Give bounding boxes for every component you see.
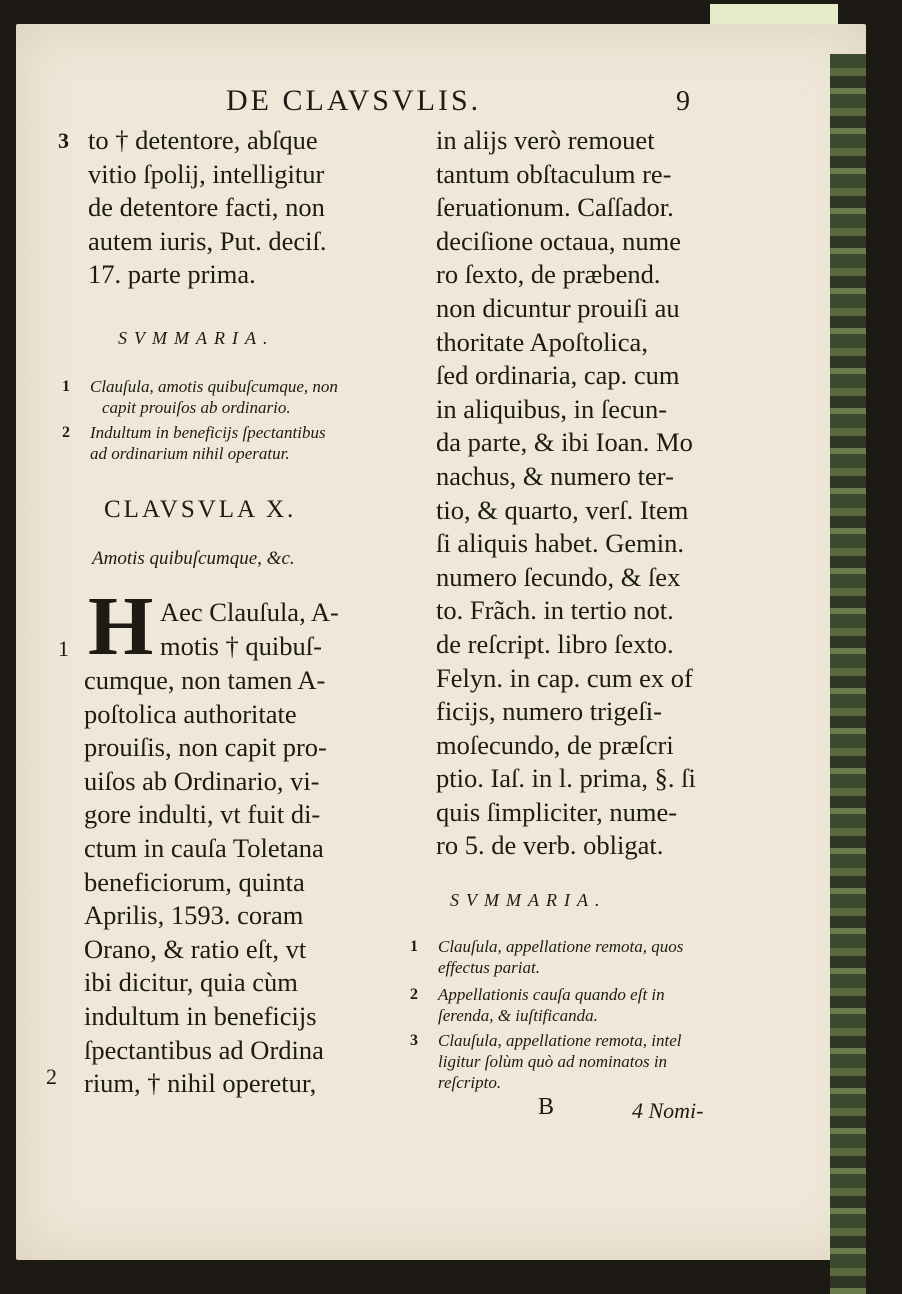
text-line: Felyn. in cap. cum ex of <box>436 662 693 693</box>
margin-number: 1 <box>58 636 69 661</box>
text-line: ctum in cauſa Toletana <box>84 832 324 863</box>
text-line: in alijs verò remouet <box>436 125 655 155</box>
drop-capital: H <box>88 580 154 673</box>
summaria-line: capit prouiſos ab ordinario. <box>102 398 291 417</box>
text-line: ro 5. de verb. obligat. <box>436 830 664 861</box>
text-line: nachus, & numero ter- <box>436 460 674 491</box>
margin-number: 3 <box>58 128 69 153</box>
item-number: 1 <box>410 938 418 955</box>
paper-tab <box>710 4 838 24</box>
summaria-line: Indultum in beneficijs ſpectantibus <box>90 423 326 442</box>
item-number: 2 <box>410 986 418 1003</box>
text-line: deciſione octaua, nume <box>436 225 682 256</box>
text-line: tantum obſtaculum re- <box>436 158 672 189</box>
summaria-item <box>62 376 338 418</box>
column-left-opening <box>160 596 339 663</box>
column-left-top <box>88 124 326 292</box>
text-line: ſpectantibus ad Ordina <box>84 1034 324 1065</box>
running-title: DE CLAVSVLIS. <box>226 84 482 117</box>
summaria-line: reſcripto. <box>438 1073 502 1092</box>
clausula-heading: CLAVSVLA X. <box>104 496 297 523</box>
clausula-incipit: Amotis quibuſcumque, &c. <box>92 548 295 569</box>
summaria-line: Clauſula, appellatione remota, quos <box>438 937 684 956</box>
text-line: Aprilis, 1593. coram <box>84 900 304 931</box>
text-line: Aec Clauſula, A- <box>160 597 339 627</box>
summaria-line: ſerenda, & iuſtificanda. <box>438 1006 598 1025</box>
text-line: ſeruationum. Caſſador. <box>436 192 674 223</box>
text-line: cumque, non tamen A- <box>84 665 326 695</box>
text-line: autem iuris, Put. deciſ. <box>88 225 327 256</box>
item-number: 1 <box>62 378 70 395</box>
text-line: prouiſis, non capit pro- <box>84 732 327 763</box>
summaria-title: SVMMARIA. <box>450 890 607 910</box>
summaria-item <box>410 984 665 1026</box>
text-line: moſecundo, de præſcri <box>436 729 674 760</box>
text-line: vitio ſpolij, intelligitur <box>88 158 325 189</box>
summaria-item <box>410 1030 682 1093</box>
text-line: to † detentore, abſque <box>88 125 318 155</box>
text-line: beneficiorum, quinta <box>84 866 305 897</box>
text-line: to. Frãch. in tertio not. <box>436 595 674 626</box>
page-edge <box>830 54 866 1294</box>
text-line: Orano, & ratio eſt, vt <box>84 933 307 964</box>
summaria-item <box>62 422 326 464</box>
summaria-line: Clauſula, appellatione remota, intel <box>438 1031 682 1050</box>
text-line: de reſcript. libro ſexto. <box>436 628 674 659</box>
text-line: ptio. Iaſ. in l. prima, §. ſi <box>436 763 696 794</box>
item-number: 3 <box>410 1032 418 1049</box>
catchword: 4 Nomi- <box>632 1098 704 1123</box>
margin-number: 2 <box>46 1064 57 1089</box>
text-line: ſi aliquis habet. Gemin. <box>436 528 685 559</box>
text-line: uiſos ab Ordinario, vi- <box>84 765 320 796</box>
text-line: ibi dicitur, quia cùm <box>84 967 298 998</box>
text-line: tio, & quarto, verſ. Item <box>436 494 689 525</box>
text-line: ſed ordinaria, cap. cum <box>436 360 680 391</box>
summaria-line: Clauſula, amotis quibuſcumque, non <box>90 377 338 396</box>
column-left-body <box>84 664 327 1101</box>
text-line: non dicuntur prouiſi au <box>436 292 680 323</box>
column-right <box>436 124 696 863</box>
text-line: poſtolica authoritate <box>84 698 297 729</box>
summaria-line: ligitur ſolùm quò ad nominatos in <box>438 1052 668 1071</box>
summaria-item <box>410 936 684 978</box>
text-line: de detentore facti, non <box>88 192 325 223</box>
item-number: 2 <box>62 424 70 441</box>
summaria-line: Appellationis cauſa quando eſt in <box>438 985 665 1004</box>
text-line: indultum in beneficijs <box>84 1000 317 1031</box>
text-line: da parte, & ibi Ioan. Mo <box>436 427 693 458</box>
text-line: 17. parte prima. <box>88 259 256 290</box>
page-number: 9 <box>676 86 690 117</box>
summaria-line: effectus pariat. <box>438 958 540 977</box>
text-line: rium, † nihil operetur, <box>84 1068 317 1099</box>
text-line: gore indulti, vt fuit di- <box>84 799 321 830</box>
text-line: thoritate Apoſtolica, <box>436 326 648 357</box>
signature-mark: B <box>538 1094 555 1120</box>
text-line: numero ſecundo, & ſex <box>436 561 681 592</box>
summaria-line: ad ordinarium nihil operatur. <box>90 444 290 463</box>
text-line: quis ſimpliciter, nume- <box>436 796 678 827</box>
text-line: ficijs, numero trigeſi- <box>436 696 662 727</box>
text-line: motis † quibuſ- <box>160 630 322 661</box>
text-line: ro ſexto, de præbend. <box>436 259 661 290</box>
summaria-title: SVMMARIA. <box>118 328 275 348</box>
text-line: in aliquibus, in ſecun- <box>436 393 668 424</box>
